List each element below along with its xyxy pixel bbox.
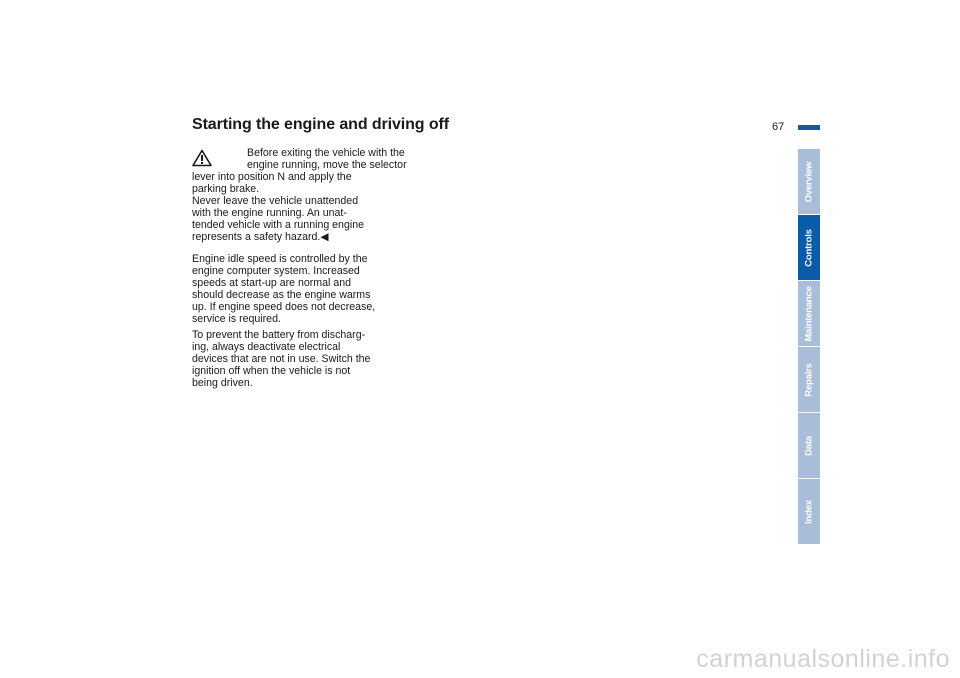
tab-label: Overview (803, 161, 815, 202)
warning-line: tended vehicle with a running engine (192, 219, 364, 231)
paragraph-line: being driven. (192, 377, 253, 389)
paragraph-line: engine computer system. Increased (192, 265, 360, 277)
warning-line: lever into position N and apply the (192, 171, 352, 183)
tab-data[interactable] (798, 413, 820, 478)
tab-label: Maintenance (803, 285, 815, 342)
watermark: carmanualsonline.info (696, 645, 950, 673)
page-accent-bar (798, 125, 820, 130)
paragraph-line: Engine idle speed is controlled by the (192, 253, 368, 265)
paragraph-line: ignition off when the vehicle is not (192, 365, 351, 377)
tab-repairs[interactable] (798, 347, 820, 412)
warning-line: Never leave the vehicle unattended (192, 195, 359, 207)
paragraph-line: service is required. (192, 313, 281, 325)
paragraph-line: To prevent the battery from discharg- (192, 329, 366, 341)
paragraph-line: speeds at start-up are normal and (192, 277, 351, 289)
paragraph-line: devices that are not in use. Switch the (192, 353, 371, 365)
tab-label: Controls (803, 228, 815, 267)
warning-line: with the engine running. An unat- (192, 207, 347, 219)
paragraph-line: ing, always deactivate electrical (192, 341, 341, 353)
section-tabs (798, 149, 820, 545)
warning-line: Before exiting the vehicle with the (247, 147, 405, 159)
tab-maintenance[interactable] (798, 281, 820, 346)
page-title: Starting the engine and driving off (192, 116, 449, 133)
warning-line: parking brake. (192, 183, 260, 195)
tab-label: Repairs (803, 362, 815, 397)
body-text (192, 147, 407, 389)
tab-overview[interactable] (798, 149, 820, 214)
tab-label: Data (803, 435, 815, 456)
tab-label: Index (803, 499, 815, 524)
paragraph-line: up. If engine speed does not decrease, (192, 301, 376, 313)
warning-line: engine running, move the selector (247, 159, 407, 171)
page-number: 67 (772, 121, 785, 133)
tab-controls[interactable] (798, 215, 820, 280)
tab-index[interactable] (798, 479, 820, 544)
warning-line: represents a safety hazard.◀ (192, 231, 329, 243)
paragraph-line: should decrease as the engine warms (192, 289, 371, 301)
